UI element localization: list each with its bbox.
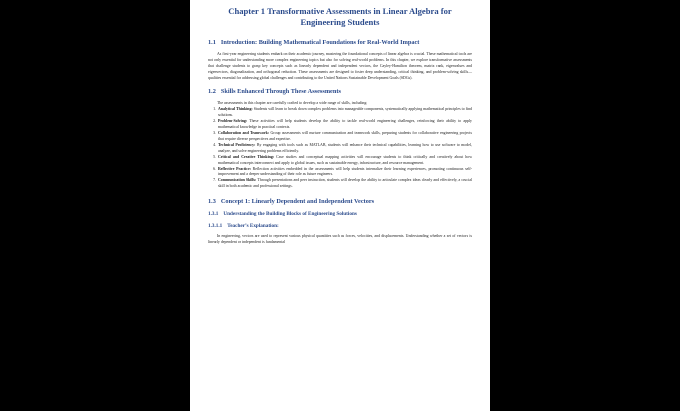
skill-term: Collaboration and Teamwork: <box>218 131 270 136</box>
skill-description: Reflection activities embedded in the assessments will help students internalize their learning experiences, promoting continuous self-improvement and a deeper understanding of their role as future engineers. <box>218 166 472 177</box>
skill-term: Critical and Creative Thinking: <box>218 154 275 159</box>
document-page[interactable] <box>190 0 490 411</box>
skill-description: Case studies and conceptual mapping activities will encourage students to think critically and creatively about how mathematical concepts interconnect and apply to global issues, such as sustainable energy, infrastructure, and resource management. <box>218 154 472 165</box>
section-heading-concept-1 <box>208 198 472 206</box>
skill-term: Communication Skills: <box>218 178 257 183</box>
skills-list <box>208 107 472 190</box>
skills-lead-paragraph: The assessments in this chapter are carefully crafted to develop a wide range of skills, including: <box>217 100 368 105</box>
introduction-paragraph: As first-year engineering students embark on their academic journey, mastering the foundational concepts of linear algebra is crucial. These mathematical tools are not only essential for understanding more complex engineering topics but also for solving real-world problems. In this chapter, we explore transformative assessments that challenge students to grasp key concepts such as linearly dependent and independent vectors, the Cayley-Hamilton theorem, matrix rank, eigenvalues and eigenvectors, diagonalization, and orthogonal reduction. These assessments are designed to foster deep understanding, critical thinking, and problem-solving skills—qualities essential for addressing global challenges and contributing to the United Nations Sustainable Development Goals (SDGs). <box>208 52 472 80</box>
subsubsection-number: 1.3.1.1 <box>208 223 223 230</box>
skill-list-item <box>217 178 472 190</box>
skill-list-item <box>217 143 472 155</box>
skill-list-item <box>217 107 472 119</box>
subsection-title: Understanding the Building Blocks of Engineering Solutions <box>223 211 357 218</box>
skill-description: Through presentations and peer instruction, students will develop the ability to articulate complex ideas clearly and effectively, a crucial skill in both academic and professional settings. <box>218 178 472 189</box>
section-number: 1.1 <box>208 39 216 46</box>
skill-term: Technical Proficiency: <box>218 142 256 147</box>
skill-term: Problem-Solving: <box>218 119 248 124</box>
skill-term: Analytical Thinking: <box>218 107 253 112</box>
skill-list-item <box>217 131 472 143</box>
subsubsection-heading <box>208 223 472 230</box>
skill-description: These activities will help students develop the ability to tackle real-world engineering challenges, reinforcing their ability to apply mathematical knowledge in practical contexts. <box>218 119 472 130</box>
teacher-explanation-paragraph: In engineering, vectors are used to represent various physical quantities such as forces, velocities, and displacements. Understanding whether a set of vectors is linearly dependent or independent is fundamental <box>208 234 472 245</box>
section-title: Introduction: Building Mathematical Foundations for Real-World Impact <box>220 39 420 46</box>
subsection-heading <box>208 211 472 218</box>
skill-description: Students will learn to break down complex problems into manageable components, systematically applying mathematical principles to find solutions. <box>218 107 472 118</box>
skill-list-item <box>217 119 472 131</box>
skill-term: Reflective Practice: <box>218 166 251 171</box>
section-heading-skills <box>208 88 472 96</box>
section-title: Concept 1: Linearly Dependent and Independent Vectors <box>220 198 375 206</box>
skill-list-item <box>217 167 472 179</box>
chapter-title: Chapter 1 Transformative Assessments in Linear Algebra for Engineering Students <box>228 6 452 27</box>
skill-description: Group assessments will nurture communication and teamwork skills, preparing students for collaborative engineering projects that require diverse perspectives and expertise. <box>218 131 472 141</box>
section-title: Skills Enhanced Through These Assessments <box>220 87 341 95</box>
section-heading-introduction <box>208 39 472 47</box>
skill-description: By engaging with tools such as MATLAB, students will enhance their technical capabilities, learning how to use software to model, analyze, and solve engineering problems efficiently. <box>218 142 472 153</box>
subsubsection-title: Teacher’s Explanation: <box>227 223 279 230</box>
skill-list-item <box>217 155 472 167</box>
section-number: 1.3 <box>208 198 216 206</box>
subsection-number: 1.3.1 <box>208 211 219 218</box>
section-number: 1.2 <box>208 87 216 95</box>
